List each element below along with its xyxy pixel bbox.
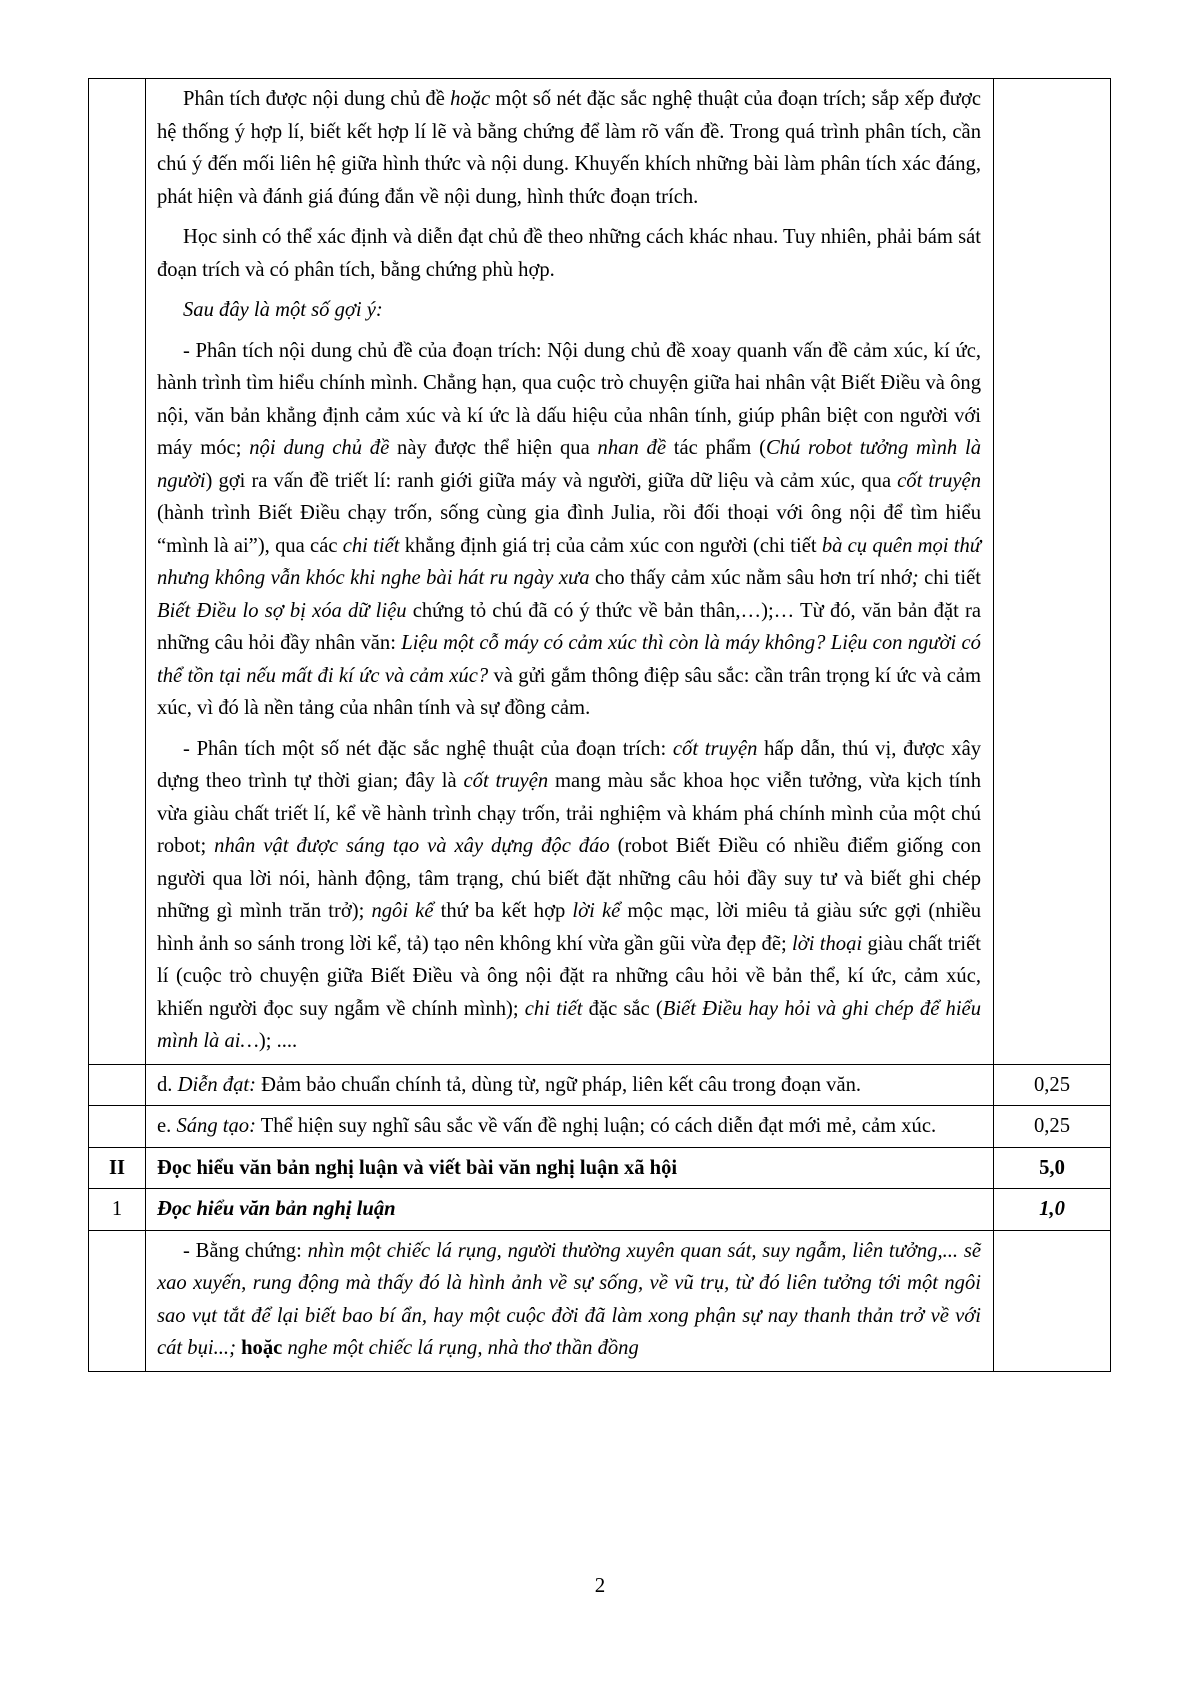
text-run: nhìn một chiếc lá rụng, người thường xuyên quan sát, suy ngẫm, liên tưởng,... sẽ xao xuyến, rung động mà thấy đó là hình ảnh về sự sống, về vũ trụ, từ đó liên tưởng tới một ngôi sao vụt tắt để lại biết bao bí ẩn, hay một cuộc đời đã làm xong phận sự nay thanh thản trở về với cát bụi...; [157, 1239, 981, 1359]
rubric-table [88, 78, 1111, 1372]
text-run: nội dung chủ đề [249, 437, 390, 459]
text-run: mang màu sắc khoa học viễn tưởng, vừa kịch tính vừa giàu chất triết lí, kể về hành trình chạy trốn, trải nghiệm và khám phá chính mình của một chú robot; [157, 770, 981, 857]
text-run: Học sinh có thể xác định và diễn đạt chủ đề theo những cách khác nhau. Tuy nhiên, phải bám sát đoạn trích và có phân tích, bằng chứng phù hợp. [157, 226, 981, 281]
number-cell [89, 1230, 146, 1371]
section-1-row [89, 1189, 1111, 1231]
text-run: - Phân tích một số nét đặc sắc nghệ thuật của đoạn trích: [183, 737, 673, 760]
section-1-number: 1 [89, 1189, 146, 1231]
text-run: chứng tỏ chú đã có ý thức về bản thân,…);… Từ đó, văn bản đặt ra những câu hỏi đầy nhân văn: [157, 599, 982, 654]
text-run: Phân tích được nội dung chủ đề [183, 88, 451, 110]
text-run: lời kể [572, 900, 621, 922]
text-run: này được thể hiện qua [389, 437, 598, 459]
section-II-number: II [89, 1147, 146, 1189]
text-run: một số nét đặc sắc nghệ thuật của đoạn trích; sắp xếp được hệ thống ý hợp lí, biết kết hợp lí lẽ và bằng chứng để làm rõ vấn đề. Trong quá trình phân tích, cần chú ý đến mối liên hệ giữa hình thức và nội dung. Khuyến khích những bài làm phân tích xác đáng, phát hiện và đánh giá đúng đắn về nội dung, hình thức đoạn trích. [157, 88, 981, 208]
number-cell [89, 79, 146, 1065]
text-run: chi tiết [918, 567, 981, 589]
text-run: cho thấy cảm xúc nằm sâu hơn trí nhớ [589, 567, 912, 589]
text-run: tác phẩm ( [665, 437, 766, 459]
criterion-e-text [146, 1106, 994, 1148]
paragraph-theme-analysis [157, 335, 981, 725]
section-II-title: Đọc hiểu văn bản nghị luận và viết bài văn nghị luận xã hội [146, 1147, 994, 1189]
text-run: Sáng tạo: [176, 1115, 256, 1137]
paragraph-art-analysis [157, 733, 981, 1058]
paragraph-theme-note [157, 221, 981, 286]
text-run: giàu chất triết lí (cuộc trò chuyện giữa Biết Điều và ông nội đặt ra những câu hỏi về bản thể, kí ức, cảm xúc, khiến người đọc suy ngẫm về chính mình); [157, 932, 981, 1020]
text-run: đặc sắc ( [582, 997, 663, 1020]
text-run: Chú robot tưởng mình là người [157, 437, 982, 492]
text-run: và gửi gắm thông điệp sâu sắc: cần trân trọng kí ức và cảm xúc, vì đó là nền tảng của nhân tính và sự đồng cảm. [157, 664, 981, 719]
text-run: ) gợi ra vấn đề triết lí: ranh giới giữa máy và người, giữa dữ liệu và cảm xúc, qua [205, 469, 898, 492]
text-run: nghe một chiếc lá rụng, nhà thơ thần đồng [287, 1337, 639, 1359]
section-II-row [89, 1147, 1111, 1189]
text-run: Sau đây là một số gợi ý: [183, 299, 383, 321]
text-run: Đảm bảo chuẩn chính tả, dùng từ, ngữ pháp, liên kết câu trong đoạn văn. [255, 1073, 862, 1096]
text-run: chi tiết [342, 534, 400, 557]
criterion-e-score: 0,25 [994, 1106, 1111, 1148]
analysis-cell [146, 79, 994, 1065]
row-d [89, 1064, 1111, 1106]
section-1-title: Đọc hiểu văn bản nghị luận [146, 1189, 994, 1231]
text-run: hoặc [241, 1337, 283, 1359]
text-run: hấp dẫn, thú vị, được xây dựng theo trình tự thời gian; đây là [157, 737, 982, 792]
section-1-score: 1,0 [994, 1189, 1111, 1231]
text-run: d. [157, 1073, 178, 1096]
score-cell [994, 79, 1111, 1065]
text-run: ngôi kể [371, 900, 434, 922]
paragraph-requirements [157, 83, 981, 213]
text-run: Liệu một cỗ máy có cảm xúc thì còn là máy không? Liệu con người có thể tồn tại nếu mất đi kí ức và cảm xúc? [157, 632, 981, 687]
paragraph-suggestions-heading [157, 294, 981, 327]
text-run: hoặc [450, 88, 491, 110]
text-run: - Bằng chứng: [183, 1239, 308, 1262]
criterion-d-score: 0,25 [994, 1064, 1111, 1106]
text-run: ); .... [258, 1030, 298, 1052]
text-run: (robot Biết Điều có nhiều điểm giống con người qua lời nói, hành động, tâm trạng, chú biết đặt những câu hỏi đầy suy tư và biết ghi chép những gì mình trăn trở); [157, 835, 981, 922]
text-run: bà cụ quên mọi thứ nhưng không vẫn khóc khi nghe bài hát ru ngày xưa [157, 534, 981, 589]
text-run: - Phân tích nội dung chủ đề của đoạn trích: Nội dung chủ đề xoay quanh vấn đề cảm xúc, kí ức, hành trình tìm hiểu chính mình. Chẳng hạn, qua cuộc trò chuyện giữa hai nhân vật Biết Điều và ông nội, văn bản khẳng định cảm xúc và kí ức là dấu hiệu của nhân tính, giúp phân biệt con người với máy móc; [157, 339, 981, 459]
number-cell [89, 1106, 146, 1148]
section-II-score: 5,0 [994, 1147, 1111, 1189]
text-run: nhan đề [597, 437, 666, 459]
analysis-row [89, 79, 1111, 1065]
text-run: Biết Điều lo sợ bị xóa dữ liệu [157, 599, 407, 622]
text-run: nhân vật được sáng tạo và xây dựng độc đáo [214, 835, 610, 857]
text-run: thứ ba kết hợp [433, 900, 573, 922]
text-run: mộc mạc, lời miêu tả giàu sức gợi (nhiều hình ảnh so sánh trong lời kể, tả) tạo nên không khí vừa gần gũi vừa đẹp đẽ; [157, 900, 982, 955]
text-run: (hành trình Biết Điều chạy trốn, sống cùng gia đình Julia, rồi đối thoại với ông nội để tìm hiểu “mình là ai”), qua các [157, 502, 981, 557]
criterion-d-text [146, 1064, 994, 1106]
text-run: e. [157, 1115, 177, 1137]
text-run: cốt truyện [463, 770, 549, 792]
row-e [89, 1106, 1111, 1148]
text-run: cốt truyện [897, 469, 981, 492]
text-run: ; [911, 567, 919, 589]
text-run: Thể hiện suy nghĩ sâu sắc về vấn đề nghị luận; có cách diễn đạt mới mẻ, cảm xúc. [255, 1115, 937, 1137]
page-number: 2 [594, 1573, 606, 1597]
score-cell [994, 1230, 1111, 1371]
text-run: chi tiết [524, 997, 583, 1020]
text-run: Diễn đạt: [177, 1073, 256, 1096]
text-run: khẳng định giá trị của cảm xúc con người (chi tiết [399, 534, 822, 557]
evidence-row [89, 1230, 1111, 1371]
number-cell [89, 1064, 146, 1106]
text-run: cốt truyện [672, 737, 758, 760]
text-run: lời thoại [792, 932, 863, 955]
text-run: Biết Điều hay hỏi và ghi chép để hiểu mình là ai… [157, 997, 981, 1052]
evidence-cell [146, 1230, 994, 1371]
paragraph-evidence [157, 1235, 981, 1365]
